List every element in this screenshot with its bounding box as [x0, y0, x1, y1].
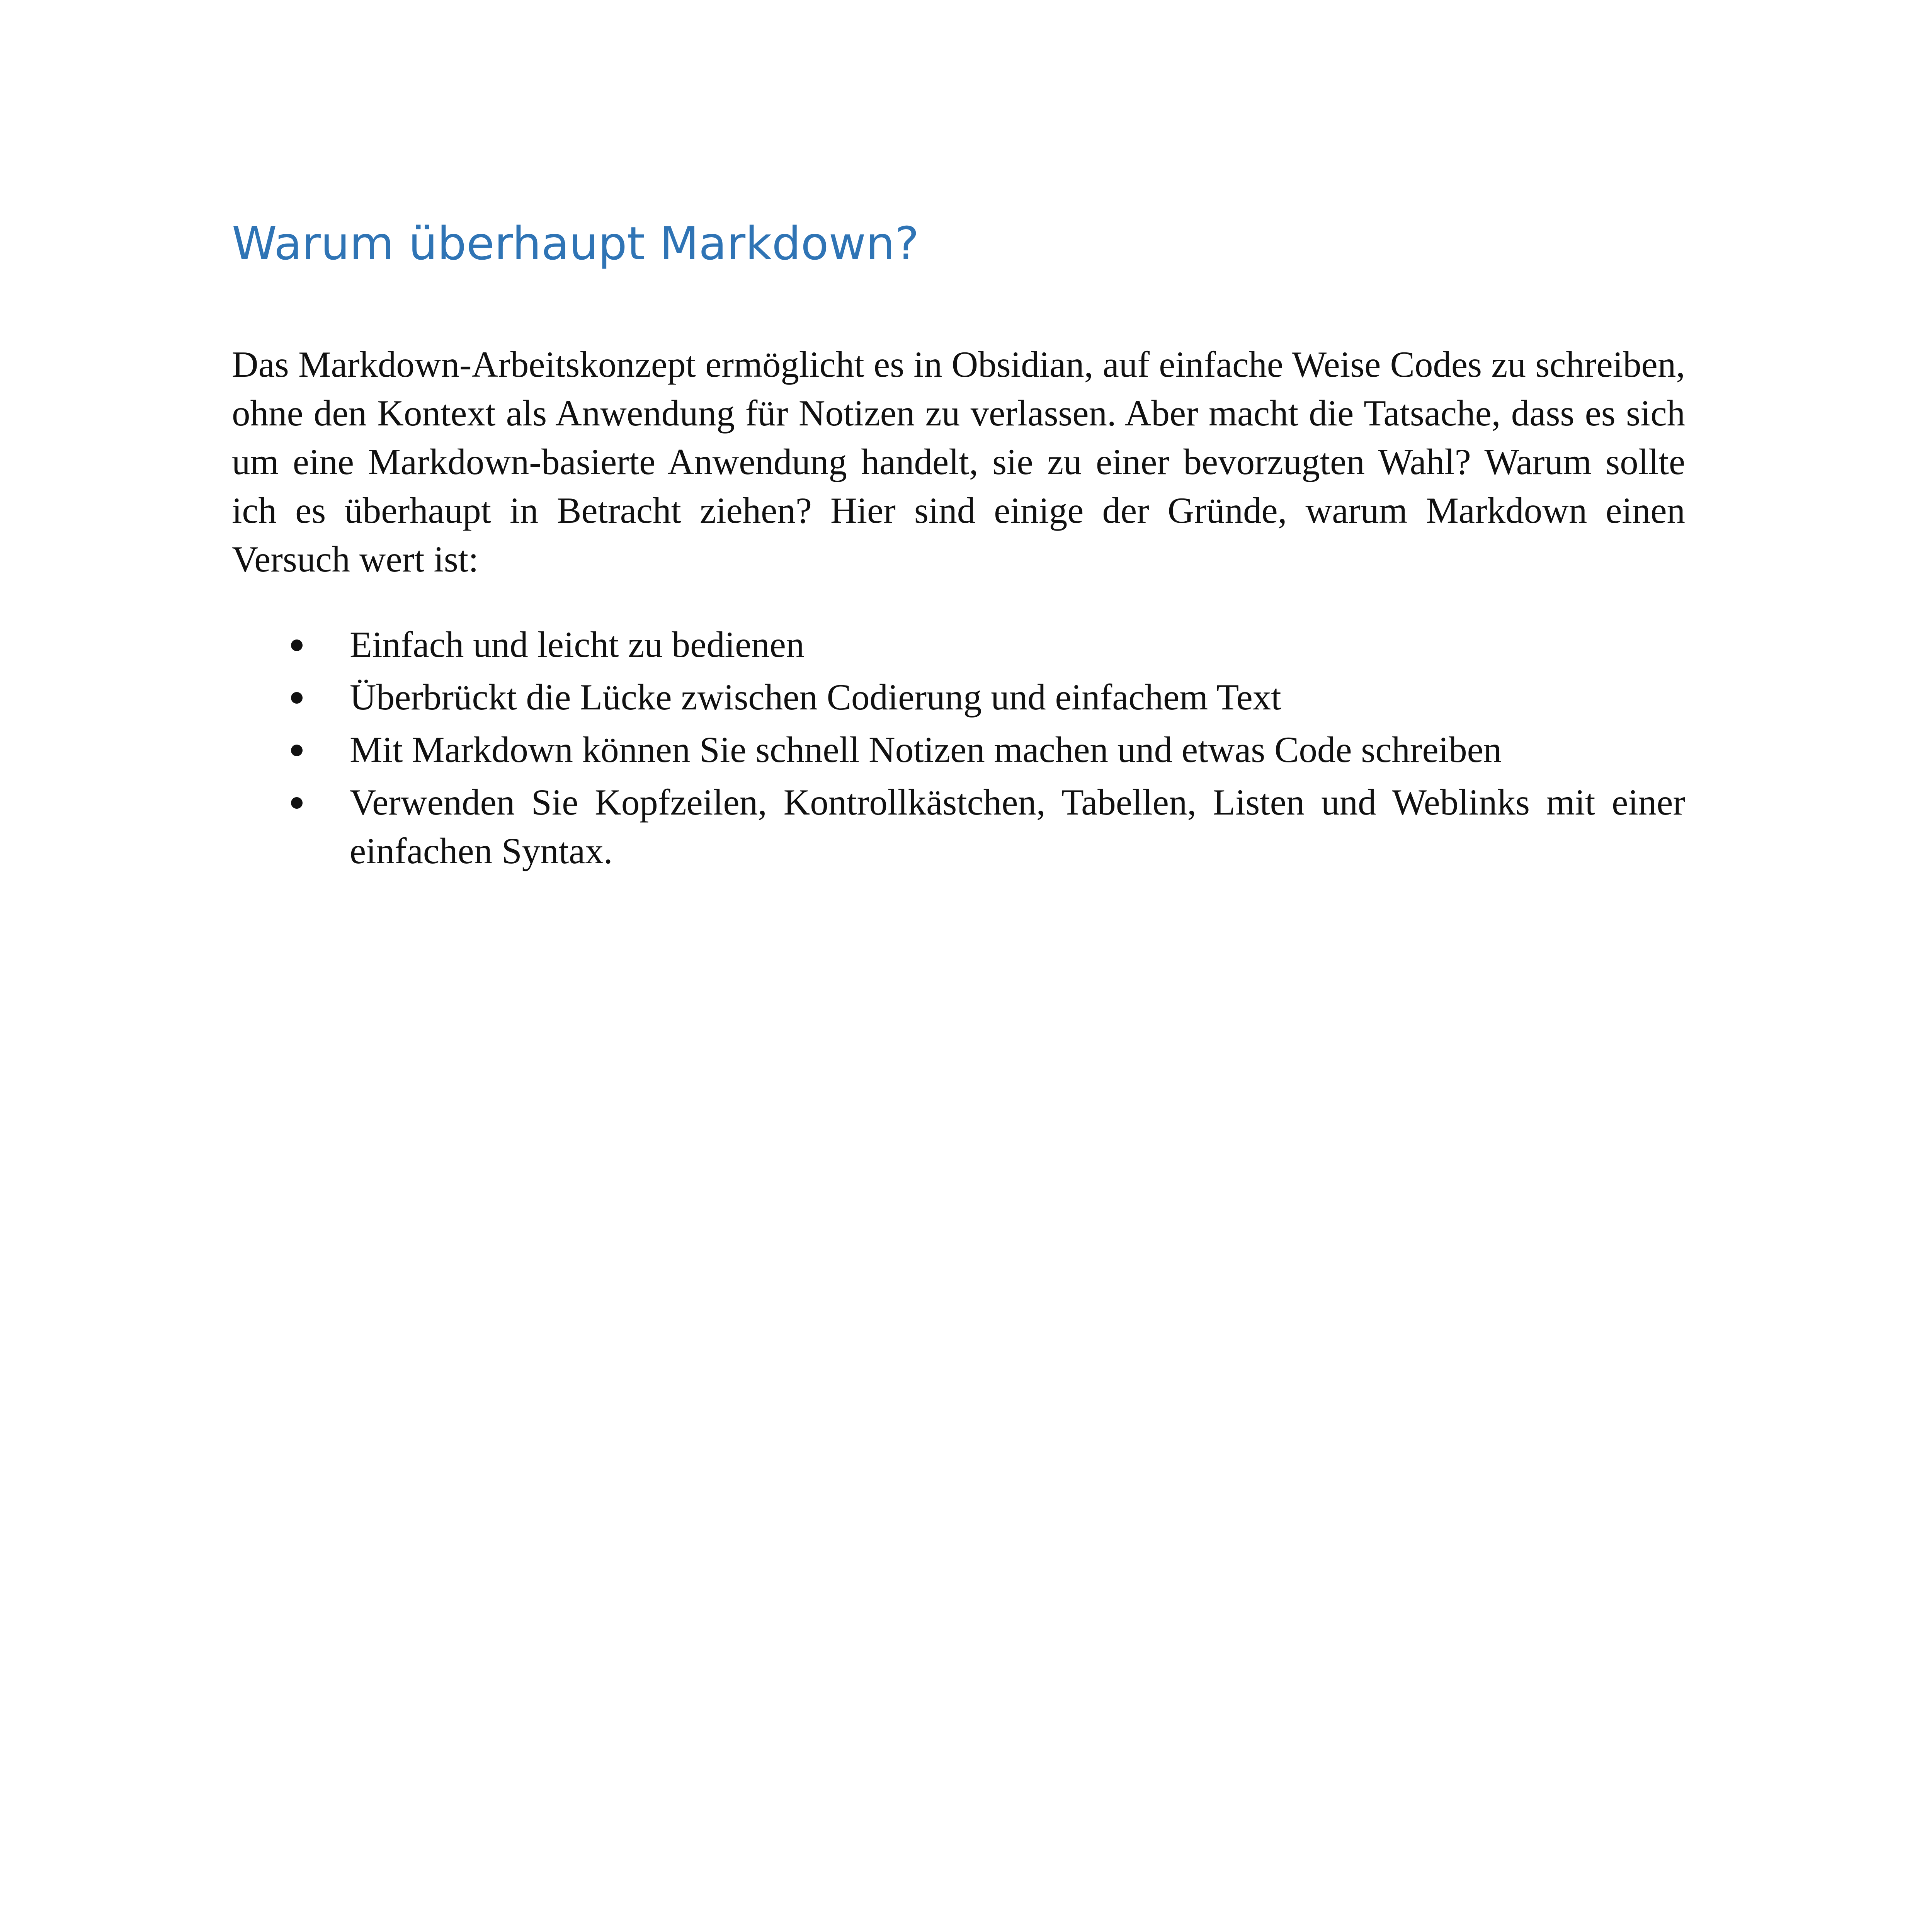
list-item-text: Überbrückt die Lücke zwischen Codierung und einfachem Text [350, 677, 1281, 718]
list-item-text: Mit Markdown können Sie schnell Notizen machen und etwas Code schreiben [350, 729, 1502, 770]
bullet-icon [291, 692, 303, 704]
bullet-icon [291, 639, 303, 651]
reasons-list [232, 620, 1685, 879]
list-item [232, 778, 1685, 875]
list-item [232, 620, 1685, 669]
list-item [232, 673, 1685, 721]
list-item-text: Verwenden Sie Kopfzeilen, Kontrollkästchen, Tabellen, Listen und Weblinks mit einer einfachen Syntax. [350, 782, 1685, 871]
list-item [232, 725, 1685, 774]
section-heading: Warum überhaupt Markdown? [232, 217, 919, 270]
bullet-icon [291, 797, 303, 809]
intro-paragraph: Das Markdown-Arbeitskonzept ermöglicht es in Obsidian, auf einfache Weise Codes zu schreiben, ohne den Kontext als Anwendung für Notizen zu verlassen. Aber macht die Tatsache, dass es sich um eine Markdown-basierte Anwendung handelt, sie zu einer bevorzugten Wahl? Warum sollte ich es überhaupt in Betracht ziehen? Hier sind einige der Gründe, warum Markdown einen Versuch wert ist: [232, 344, 1685, 580]
bullet-icon [291, 745, 303, 756]
list-item-text: Einfach und leicht zu bedienen [350, 624, 805, 665]
